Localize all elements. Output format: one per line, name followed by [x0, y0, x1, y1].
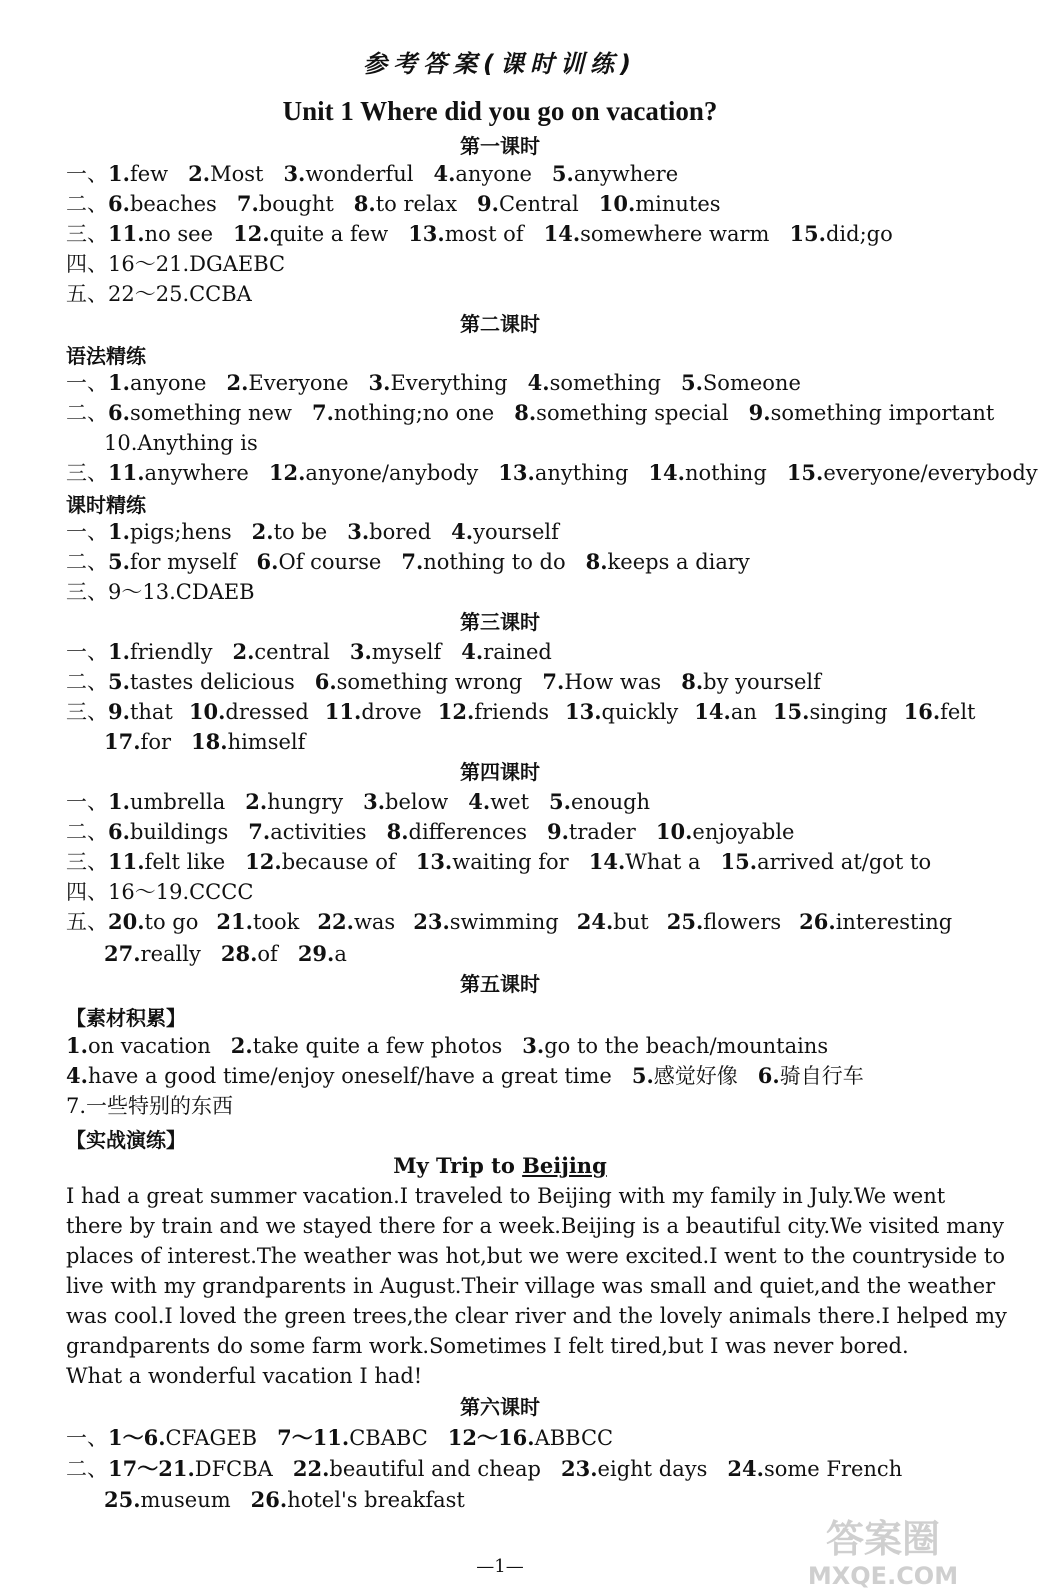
answer: 4.something	[527, 370, 661, 395]
answer: 5.tastes delicious	[108, 669, 295, 694]
row-prefix: 三、	[66, 461, 108, 485]
answer: 17.for	[104, 729, 172, 754]
answer: 1.few	[108, 161, 169, 186]
row-prefix: 三、	[66, 850, 108, 874]
answer: 5.anywhere	[551, 161, 679, 186]
lesson2-practice-row2	[66, 548, 984, 576]
answer: 6.Of course	[256, 549, 382, 574]
answer: 18.himself	[191, 729, 306, 754]
answer: 11.drove	[324, 699, 422, 724]
answer: 2.central	[232, 639, 330, 664]
answer: 1.pigs;hens	[108, 519, 232, 544]
answer: 17～21.DFCBA	[108, 1456, 273, 1481]
lesson1-heading: 第一课时	[460, 134, 540, 158]
essay-line: there by train and we stayed there for a week.Beijing is a beautiful city.We visited many	[66, 1214, 1004, 1238]
answer: 21.took	[216, 909, 300, 934]
lesson1-row1	[66, 160, 984, 188]
row-prefix: 二、	[66, 401, 108, 425]
answer: 20.to go	[108, 909, 199, 934]
lesson5-material-row2	[66, 1062, 984, 1090]
lesson3-row3b	[104, 728, 984, 756]
answer: 24.but	[576, 909, 649, 934]
row-prefix: 一、	[66, 790, 108, 814]
answer: 6.buildings	[108, 819, 229, 844]
answer: 7～11.CBABC	[277, 1425, 428, 1450]
row-prefix: 一、	[66, 520, 108, 544]
answer: 2.take quite a few photos	[230, 1033, 503, 1058]
page-title: 参考答案(课时训练)	[363, 50, 637, 78]
answer: 1.umbrella	[108, 789, 226, 814]
practice-section-label: 课时精练	[66, 493, 146, 517]
row-prefix: 一、	[66, 162, 108, 186]
answer: 12～16.ABBCC	[447, 1425, 614, 1450]
lesson2-grammar-row1	[66, 369, 984, 397]
answer: 4.rained	[461, 639, 552, 664]
row-prefix: 二、	[66, 550, 108, 574]
answer: 8.by yourself	[681, 669, 821, 694]
answer: 1.friendly	[108, 639, 213, 664]
row-prefix: 一、	[66, 1426, 108, 1450]
answer: 9.something important	[748, 400, 995, 425]
answer: 2.hungry	[245, 789, 344, 814]
answer: 29.a	[297, 941, 347, 966]
answer: 12.quite a few	[233, 221, 389, 246]
answer: 4.wet	[468, 789, 530, 814]
answer: 22.was	[317, 909, 396, 934]
lesson6-row2	[66, 1455, 984, 1483]
answer: 14.nothing	[648, 460, 767, 485]
essay-line: What a wonderful vacation I had!	[66, 1364, 423, 1388]
answer: 14.an	[694, 699, 757, 724]
answer: 4.anyone	[433, 161, 532, 186]
answer: 7.How was	[542, 669, 662, 694]
watermark-text: 答案圈	[825, 1517, 941, 1561]
answer: 7.bought	[236, 191, 334, 216]
row-prefix: 三、	[66, 222, 108, 246]
answer: 6.beaches	[108, 191, 217, 216]
answer: 9.trader	[546, 819, 636, 844]
answer: 5.for myself	[108, 549, 237, 574]
answer: 13.quickly	[564, 699, 679, 724]
answer: 10.minutes	[598, 191, 721, 216]
answer: 16.felt	[903, 699, 976, 724]
answer: 1～6.CFAGEB	[108, 1425, 258, 1450]
lesson2-grammar-row3	[66, 459, 1038, 487]
answer: 2.Most	[188, 161, 264, 186]
lesson6-heading: 第六课时	[460, 1395, 540, 1419]
essay-title-text: My Trip to	[393, 1153, 523, 1178]
lesson1-row4: 四、16～21.DGAEBC	[66, 252, 286, 276]
lesson5-material-row3: 7.一些特别的东西	[66, 1094, 234, 1118]
answer: 2.to be	[251, 519, 328, 544]
answer: 12.anyone/anybody	[268, 460, 479, 485]
lesson3-heading: 第三课时	[460, 610, 540, 634]
answer: 9.Central	[477, 191, 579, 216]
answer: 3.Everything	[368, 370, 508, 395]
essay-line: live with my grandparents in August.Their village was small and quiet,and the weather	[66, 1274, 996, 1298]
answer: 25.museum	[104, 1487, 231, 1512]
essay-line: places of interest.The weather was hot,but we were excited.I went to the countryside to	[66, 1244, 1005, 1268]
lesson4-row1	[66, 788, 984, 816]
row-prefix: 五、	[66, 910, 108, 934]
lesson4-row3	[66, 848, 984, 876]
essay-line: grandparents do some farm work.Sometimes I felt tired,but I was never bored.	[66, 1334, 909, 1358]
answer: 15.everyone/everybody	[786, 460, 1038, 485]
row-prefix: 一、	[66, 640, 108, 664]
answer: 7.activities	[248, 819, 367, 844]
watermark-domain: MXQE.COM	[807, 1562, 959, 1590]
lesson4-row5	[66, 908, 984, 936]
answer: 23.swimming	[413, 909, 559, 934]
answer: 11.no see	[108, 221, 214, 246]
grammar-section-label: 语法精练	[66, 344, 146, 368]
answer: 15.arrived at/got to	[720, 849, 932, 874]
answer: 6.something new	[108, 400, 292, 425]
lesson1-row2	[66, 190, 984, 218]
lesson4-row4: 四、16～19.CCCC	[66, 880, 254, 904]
answer: 12.friends	[437, 699, 549, 724]
answer: 25.flowers	[666, 909, 782, 934]
lesson2-practice-row3: 三、9～13.CDAEB	[66, 580, 255, 604]
answer: 7.nothing;no one	[311, 400, 495, 425]
lesson5-material-row1	[66, 1032, 984, 1060]
lesson2-grammar-row2	[66, 399, 995, 427]
answer: 5.感觉好像	[631, 1063, 738, 1088]
answer: 3.wonderful	[283, 161, 414, 186]
answer: 13.most of	[408, 221, 524, 246]
lesson2-grammar-row2b: 10.Anything is	[104, 431, 258, 455]
practice-drill-label: 【实战演练】	[66, 1128, 186, 1152]
row-prefix: 二、	[66, 1457, 108, 1481]
answer: 28.of	[220, 941, 278, 966]
answer: 13.anything	[498, 460, 629, 485]
answer: 1.on vacation	[66, 1033, 211, 1058]
answer: 11.anywhere	[108, 460, 249, 485]
answer: 27.really	[104, 941, 201, 966]
answer: 24.some French	[727, 1456, 903, 1481]
answer: 26.hotel's breakfast	[250, 1487, 465, 1512]
answer: 6.骑自行车	[757, 1063, 864, 1088]
answer: 3.bored	[347, 519, 432, 544]
answer: 7.nothing to do	[401, 549, 566, 574]
answer: 9.that	[108, 699, 173, 724]
lesson3-row2	[66, 668, 984, 696]
lesson3-row3	[66, 698, 984, 726]
answer: 5.Someone	[680, 370, 801, 395]
answer: 3.myself	[349, 639, 442, 664]
answer: 1.anyone	[108, 370, 207, 395]
essay-line: was cool.I loved the green trees,the clear river and the lovely animals there.I helped my	[66, 1304, 1007, 1328]
answer: 8.to relax	[353, 191, 458, 216]
essay-line: I had a great summer vacation.I traveled to Beijing with my family in July.We went	[66, 1184, 946, 1208]
answer: 11.felt like	[108, 849, 226, 874]
lesson3-row1	[66, 638, 984, 666]
row-prefix: 一、	[66, 371, 108, 395]
answer: 3.go to the beach/mountains	[522, 1033, 829, 1058]
answer: 26.interesting	[799, 909, 953, 934]
unit-title: Unit 1 Where did you go on vacation?	[282, 96, 718, 126]
answer: 8.differences	[386, 819, 527, 844]
lesson1-row5: 五、22～25.CCBA	[66, 282, 252, 306]
row-prefix: 三、	[66, 700, 108, 724]
answer: 5.enough	[549, 789, 651, 814]
answer: 15.singing	[772, 699, 888, 724]
lesson1-row3	[66, 220, 984, 248]
watermark-logo-icon	[788, 1510, 978, 1590]
material-section-label: 【素材积累】	[66, 1006, 186, 1030]
answer: 13.waiting for	[415, 849, 569, 874]
essay-body	[66, 1181, 1007, 1391]
lesson4-row2	[66, 818, 984, 846]
lesson6-row1	[66, 1424, 984, 1452]
lesson2-practice-row1	[66, 518, 984, 546]
answer: 6.something wrong	[314, 669, 523, 694]
answer: 14.somewhere warm	[543, 221, 770, 246]
row-prefix: 二、	[66, 192, 108, 216]
answer: 8.keeps a diary	[585, 549, 750, 574]
answer: 22.beautiful and cheap	[292, 1456, 541, 1481]
answer: 4.yourself	[451, 519, 559, 544]
answer: 3.below	[363, 789, 449, 814]
essay-title-city: Beijing	[522, 1153, 607, 1178]
answer: 10.dressed	[188, 699, 309, 724]
answer: 2.Everyone	[226, 370, 349, 395]
answer: 14.What a	[588, 849, 701, 874]
row-prefix: 二、	[66, 820, 108, 844]
row-prefix: 二、	[66, 670, 108, 694]
lesson4-row5b	[104, 940, 984, 968]
page-number: —1—	[476, 1556, 524, 1577]
lesson5-heading: 第五课时	[460, 972, 540, 996]
answer: 8.something special	[514, 400, 729, 425]
answer: 10.enjoyable	[655, 819, 795, 844]
lesson2-heading: 第二课时	[460, 312, 540, 336]
answer: 4.have a good time/enjoy oneself/have a great time	[66, 1063, 612, 1088]
answer: 23.eight days	[561, 1456, 708, 1481]
answer: 15.did;go	[789, 221, 893, 246]
answer: 12.because of	[245, 849, 396, 874]
lesson4-heading: 第四课时	[460, 760, 540, 784]
essay-title	[0, 1152, 1000, 1180]
